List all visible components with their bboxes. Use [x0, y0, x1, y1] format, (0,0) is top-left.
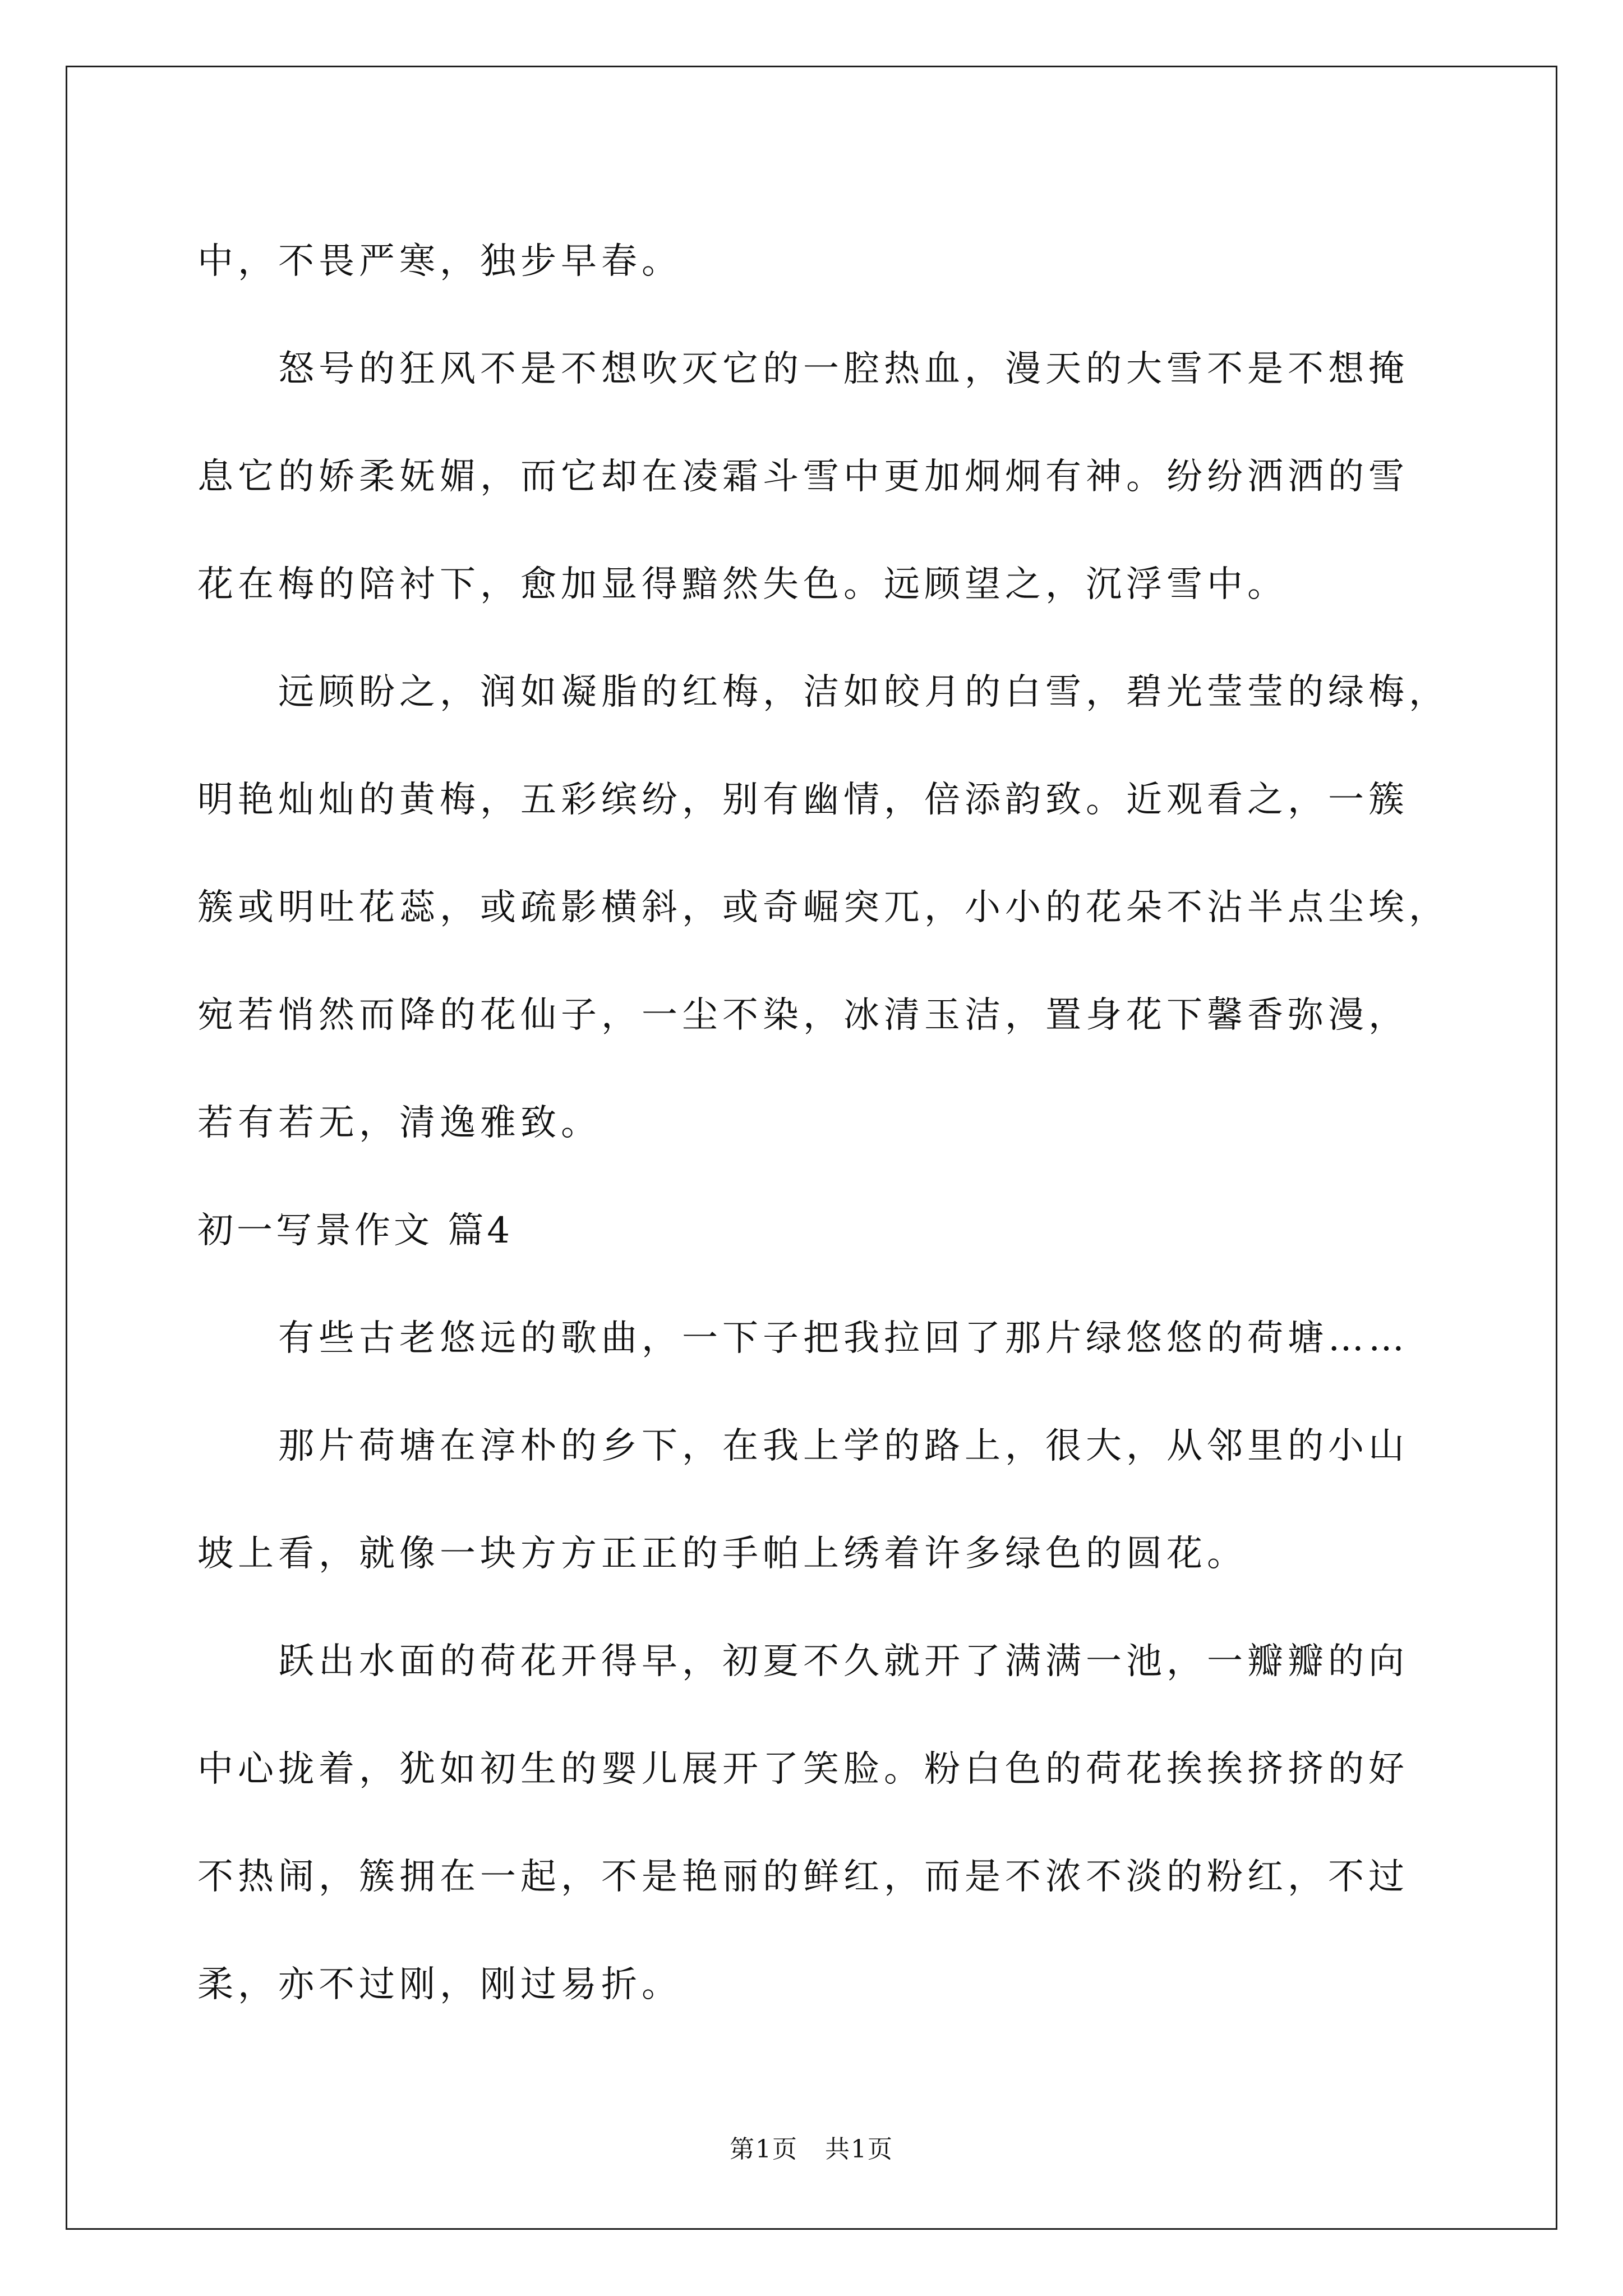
text-line: 那片荷塘在淳朴的乡下，在我上学的路上，很大，从邻里的小山	[278, 1425, 1409, 1467]
text-line: 有些古老悠远的歌曲，一下子把我拉回了那片绿悠悠的荷塘……	[278, 1318, 1409, 1359]
text-line: 中，不畏严寒，独步早春。	[197, 241, 682, 282]
page-number-footer: 第1页 共1页	[730, 2135, 893, 2164]
text-line: 花在梅的陪衬下，愈加显得黯然失色。远顾望之，沉浮雪中。	[197, 564, 1288, 605]
text-line: 中心拢着，犹如初生的婴儿展开了笑脸。粉白色的荷花挨挨挤挤的好	[197, 1749, 1409, 1790]
text-line: 跃出水面的荷花开得早，初夏不久就开了满满一池，一瓣瓣的向	[278, 1641, 1409, 1682]
text-line: 不热闹，簇拥在一起，不是艳丽的鲜红，而是不浓不淡的粉红，不过	[197, 1856, 1409, 1898]
section-heading: 初一写景作文 篇4	[197, 1210, 514, 1251]
text-line: 簇或明吐花蕊，或疏影横斜，或奇崛突兀，小小的花朵不沾半点尘埃，	[197, 887, 1449, 928]
text-line: 若有若无，清逸雅致。	[197, 1102, 601, 1144]
text-line: 怒号的狂风不是不想吹灭它的一腔热血，漫天的大雪不是不想掩	[278, 348, 1409, 390]
text-line: 柔，亦不过刚，刚过易折。	[197, 1964, 682, 2005]
text-line: 远顾盼之，润如凝脂的红梅，洁如皎月的白雪，碧光莹莹的绿梅，	[278, 671, 1449, 713]
text-line: 息它的娇柔妩媚，而它却在凌霜斗雪中更加炯炯有神。纷纷洒洒的雪	[197, 456, 1409, 498]
text-line: 坡上看，就像一块方方正正的手帕上绣着许多绿色的圆花。	[197, 1533, 1247, 1575]
text-line: 明艳灿灿的黄梅，五彩缤纷，别有幽情，倍添韵致。近观看之，一簇	[197, 779, 1409, 821]
text-line: 宛若悄然而降的花仙子，一尘不染，冰清玉洁，置身花下馨香弥漫，	[197, 995, 1409, 1036]
document-body	[197, 208, 1449, 2039]
